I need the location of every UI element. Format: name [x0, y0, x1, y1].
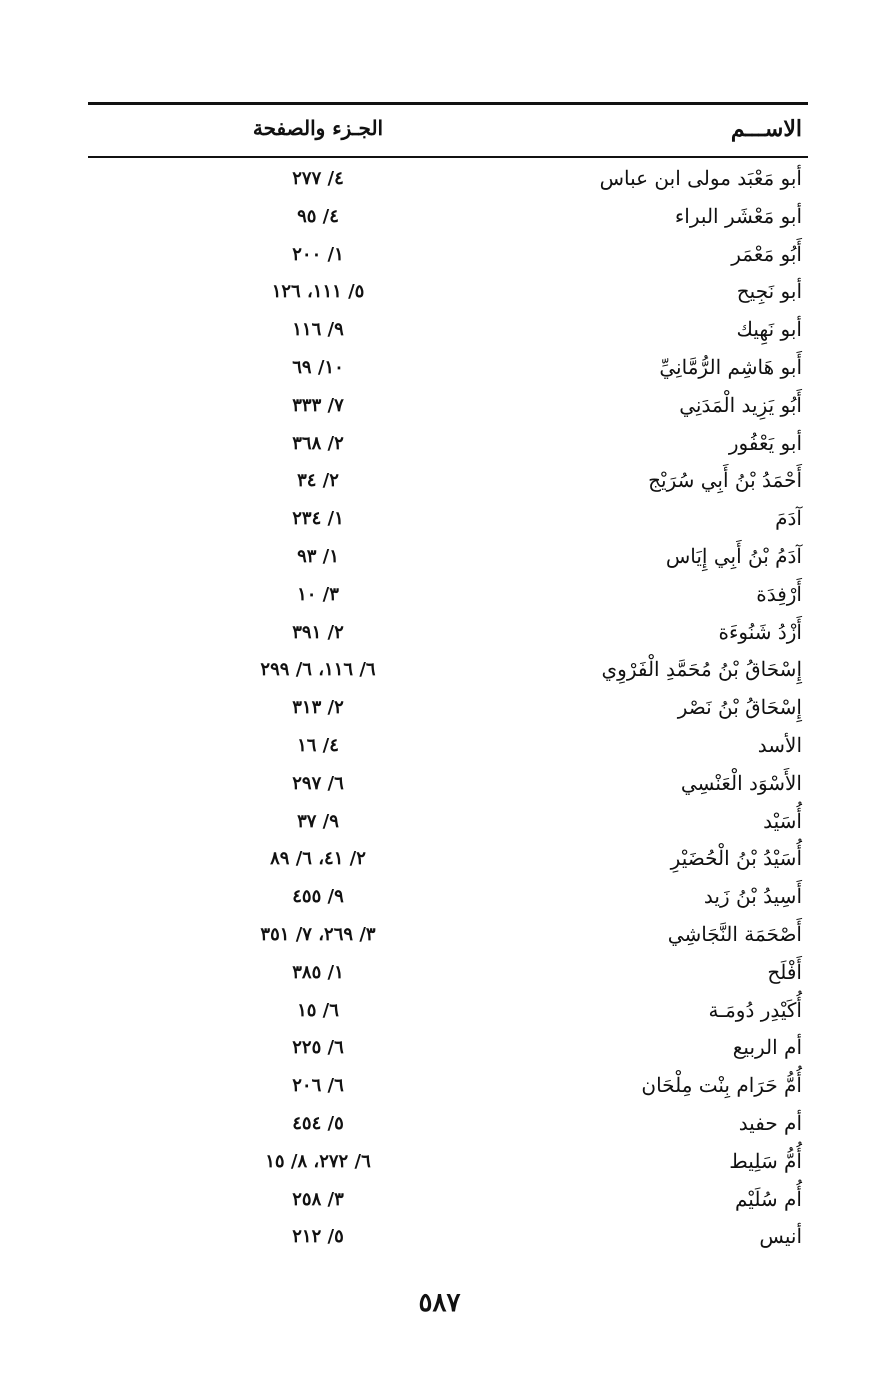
entry-name: أَسِيدُ بْنُ زَيد: [703, 884, 802, 909]
table-row: [88, 1069, 808, 1107]
entry-reference: ١/ ٢٠٠: [292, 243, 344, 265]
entry-name: أم حفيد: [738, 1110, 802, 1135]
entry-reference: ٦/ ٢٢٥: [292, 1037, 344, 1059]
table-row: [88, 427, 808, 465]
entry-reference: ٧/ ٣٣٣: [292, 394, 344, 416]
table-row: [88, 616, 808, 654]
table-row: [88, 502, 808, 540]
entry-name: أُمُّ حَرَام بِنْت مِلْحَان: [641, 1073, 802, 1098]
entry-reference: ١/ ٣٨٥: [292, 961, 344, 983]
entry-name: أَزْدُ شَنُوءَة: [718, 619, 802, 644]
entry-reference: ١/ ٩٣: [297, 545, 339, 567]
header-rule: [88, 156, 808, 158]
entry-name: أَحْمَدُ بْنُ أَبِي سُرَيْج: [648, 468, 802, 493]
table-row: [88, 956, 808, 994]
entry-name: الأسد: [757, 732, 802, 757]
entry-reference: ٥/ ١١١، ١٢٦: [271, 281, 365, 303]
entry-name: الأَسْوَد الْعَنْسِي: [680, 770, 802, 795]
entry-name: إِسْحَاقُ بْنُ مُحَمَّدِ الْفَرْوِي: [601, 657, 802, 682]
entry-name: أُسَيْدُ بْنُ الْحُضَيْرِ: [670, 846, 802, 871]
entry-reference: ٣/ ٢٦٩، ٧/ ٣٥١: [260, 923, 376, 945]
page-number: ٥٨٧: [418, 1288, 461, 1318]
entry-reference: ٤/ ٢٧٧: [292, 168, 344, 189]
table-row: [88, 767, 808, 805]
table-row: [88, 1107, 808, 1145]
entry-reference: ٤/ ١٦: [297, 734, 339, 756]
table-row: [88, 540, 808, 578]
entry-reference: ٩/ ٤٥٥: [292, 886, 344, 908]
entry-reference: ٢/ ٤١، ٦/ ٨٩: [270, 848, 366, 870]
table-row: [88, 162, 808, 200]
entry-reference: ٢/ ٣٩١: [292, 621, 344, 643]
entry-name: أُم سُلَيْم: [734, 1186, 802, 1211]
table-row: [88, 578, 808, 616]
entry-name: أُمُّ سَلِيط: [729, 1148, 802, 1173]
table-row: [88, 313, 808, 351]
table-row: [88, 805, 808, 843]
entry-reference: ٣/ ١٠: [297, 583, 339, 605]
entry-reference: ٩/ ١١٦: [292, 319, 344, 341]
entry-name: أم الربيع: [732, 1035, 802, 1060]
entry-reference: ٢/ ٣٦٨: [292, 432, 344, 454]
entry-reference: ٢/ ٣٤: [297, 470, 339, 492]
entry-name: أبو نَجِيح: [736, 279, 802, 304]
entry-reference: ٤/ ٩٥: [297, 205, 339, 227]
entry-name: أَصْحَمَة النَّجَاشِي: [667, 921, 802, 946]
table-row: [88, 1220, 808, 1258]
table-row: [88, 994, 808, 1032]
table-row: [88, 842, 808, 880]
table-row: [88, 691, 808, 729]
entry-reference: ١٠/ ٦٩: [292, 356, 344, 378]
entry-reference: ٦/ ١٥: [297, 999, 339, 1021]
entry-name: أَبو هَاشِم الرُّمَّانِيِّ: [659, 354, 802, 379]
table-row: [88, 729, 808, 767]
entry-name: أَفْلَح: [767, 959, 802, 984]
entry-reference: ١/ ٢٣٤: [292, 508, 344, 530]
table-row: [88, 1145, 808, 1183]
entry-reference: ٦/ ١١٦، ٦/ ٢٩٩: [260, 659, 376, 681]
entry-name: أنيس: [759, 1224, 802, 1249]
entry-name: أُسَيْد: [763, 808, 802, 833]
table-row: [88, 464, 808, 502]
table-row: [88, 238, 808, 276]
entry-name: أبو مَعْشَر البراء: [674, 203, 802, 228]
entry-reference: ٢/ ٣١٣: [292, 697, 344, 719]
top-rule: [88, 102, 808, 105]
table-row: [88, 653, 808, 691]
entry-name: أُكَيْدِر دُومَـة: [708, 997, 802, 1022]
reference-column-header: الجـزء والصفحة: [252, 116, 384, 140]
entry-name: أبو نَهِيك: [736, 317, 802, 342]
name-column-header: الاســـم: [730, 116, 802, 142]
table-row: [88, 1183, 808, 1221]
table-row: [88, 275, 808, 313]
entry-reference: ٩/ ٣٧: [297, 810, 339, 832]
table-row: [88, 880, 808, 918]
entry-name: أَبُو يَزِيد الْمَدَنِي: [679, 392, 802, 417]
table-row: [88, 351, 808, 389]
entry-reference: ٦/ ٢٧٢، ٨/ ١٥: [265, 1150, 371, 1172]
entry-reference: ٣/ ٢٥٨: [292, 1188, 344, 1210]
entry-reference: ٦/ ٢٩٧: [292, 772, 344, 794]
entry-name: أبو مَعْبَد مولى ابن عباس: [599, 166, 802, 190]
entry-name: أبو يَعْفُور: [728, 430, 802, 455]
entry-reference: ٥/ ٢١٢: [292, 1226, 344, 1248]
entry-name: آدَمَ: [775, 506, 802, 531]
table-row: [88, 200, 808, 238]
entry-name: إِسْحَاقُ بْنُ نَصْر: [677, 695, 802, 720]
entry-name: أَبُو مَعْمَر: [731, 241, 802, 266]
table-header: [88, 112, 808, 152]
entry-reference: ٥/ ٤٥٤: [292, 1112, 344, 1134]
table-row: [88, 918, 808, 956]
table-row: [88, 1031, 808, 1069]
entry-name: آدَمُ بْنُ أَبِي إِيَاس: [665, 543, 802, 568]
index-table: [88, 162, 808, 1258]
entry-name: أَرْفِدَة: [756, 581, 802, 606]
entry-reference: ٦/ ٢٠٦: [292, 1075, 344, 1097]
table-row: [88, 389, 808, 427]
